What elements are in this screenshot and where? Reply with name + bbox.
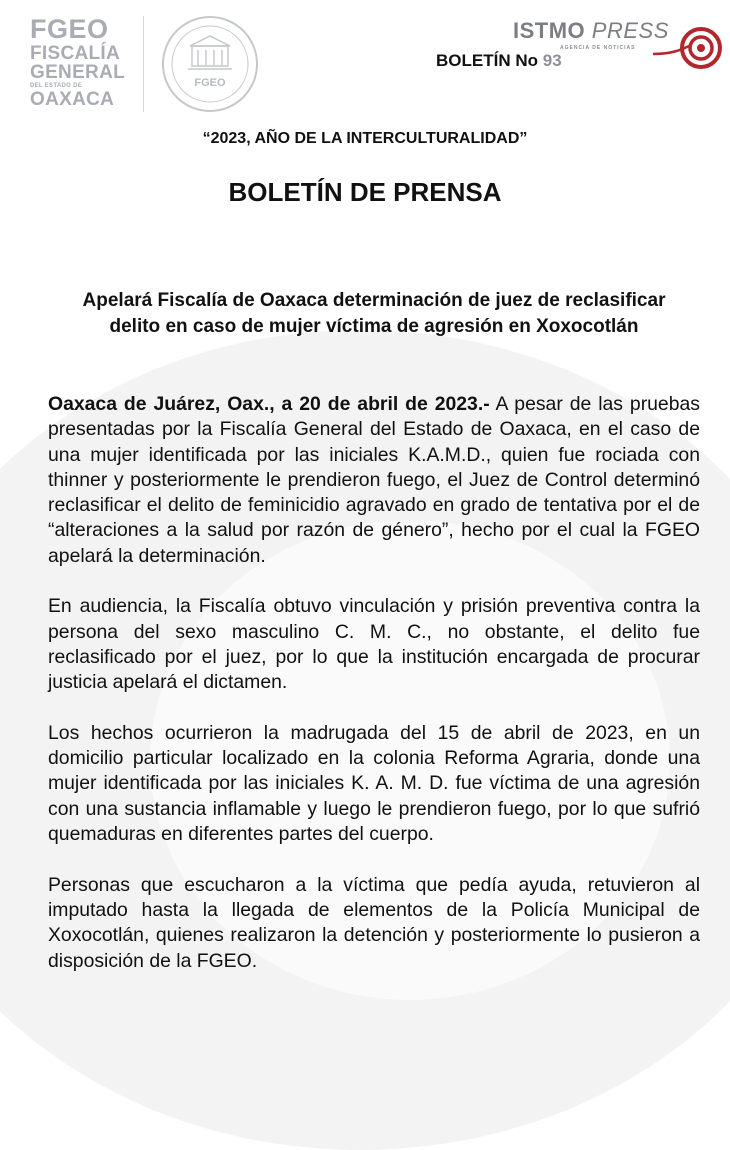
fgeo-logo-mark: FGEO	[30, 14, 109, 44]
istmo-word: ISTMO	[513, 18, 586, 43]
press-word: PRESS	[591, 18, 669, 43]
bulletin-number-label: BOLETÍN No	[436, 51, 538, 70]
fgeo-logo-line2: GENERAL	[30, 62, 125, 83]
fgeo-logo-line1: FISCALÍA	[30, 43, 121, 64]
header-divider	[143, 16, 144, 112]
dateline: Oaxaca de Juárez, Oax., a 20 de abril de 2023.-	[48, 393, 490, 415]
bulletin-number-value: 93	[542, 51, 562, 70]
fgeo-logo-line3: OAXACA	[30, 89, 115, 110]
paragraph-2: En audiencia, la Fiscalía obtuvo vinculación y prisión preventiva contra la persona del sexo masculino C. M. C., no obstante, el delito fue reclasificado por el juez, por lo que la institución encargada de procurar justicia apelará el dictamen.	[48, 595, 700, 694]
istmo-press-wordmark	[513, 20, 669, 42]
fgeo-logo-small: DEL ESTADO DE	[30, 83, 83, 89]
state-seal-icon	[160, 14, 260, 114]
headline: Apelará Fiscalía de Oaxaca determinación de juez de reclasificar delito en caso de mujer víctima de agresión en Xoxocotlán	[82, 290, 666, 337]
istmo-press-swirl-icon	[651, 24, 723, 70]
article-body	[48, 392, 700, 999]
seal-text: FGEO	[194, 77, 226, 89]
istmo-press-tagline: AGENCIA DE NOTICIAS	[560, 45, 636, 51]
year-motto: “2023, AÑO DE LA INTERCULTURALIDAD”	[202, 130, 528, 147]
paragraph-1-text: A pesar de las pruebas presentadas por la Fiscalía General del Estado de Oaxaca, en el caso de una mujer identificada por las iniciales K.A.M.D., quien fue rociada con thinner y posteriormente le prendieron fuego, el Juez de Control determinó reclasificar el delito de feminicidio agravado en grado de tentativa por el de “alteraciones a la salud por razón de género”, hecho por el cual la FGEO apelará la determinación.	[48, 393, 700, 567]
bulletin-number	[436, 51, 562, 71]
paragraph-1	[48, 392, 700, 569]
fgeo-logo	[30, 14, 130, 109]
paragraph-3: Los hechos ocurrieron la madrugada del 15 de abril de 2023, en un domicilio particular localizado en la colonia Reforma Agraria, donde una mujer identificada por las iniciales K. A. M. D. fue víctima de una agresión con una sustancia inflamable y luego le prendieron fuego, por lo que sufrió quemaduras en diferentes partes del cuerpo.	[48, 721, 700, 846]
press-release-title: BOLETÍN DE PRENSA	[228, 177, 502, 207]
paragraph-4: Personas que escucharon a la víctima que pedía ayuda, retuvieron al imputado hasta la llegada de elementos de la Policía Municipal de Xoxocotlán, quienes realizaron la detención y posteriormente lo pusieron a disposición de la FGEO.	[48, 873, 700, 972]
